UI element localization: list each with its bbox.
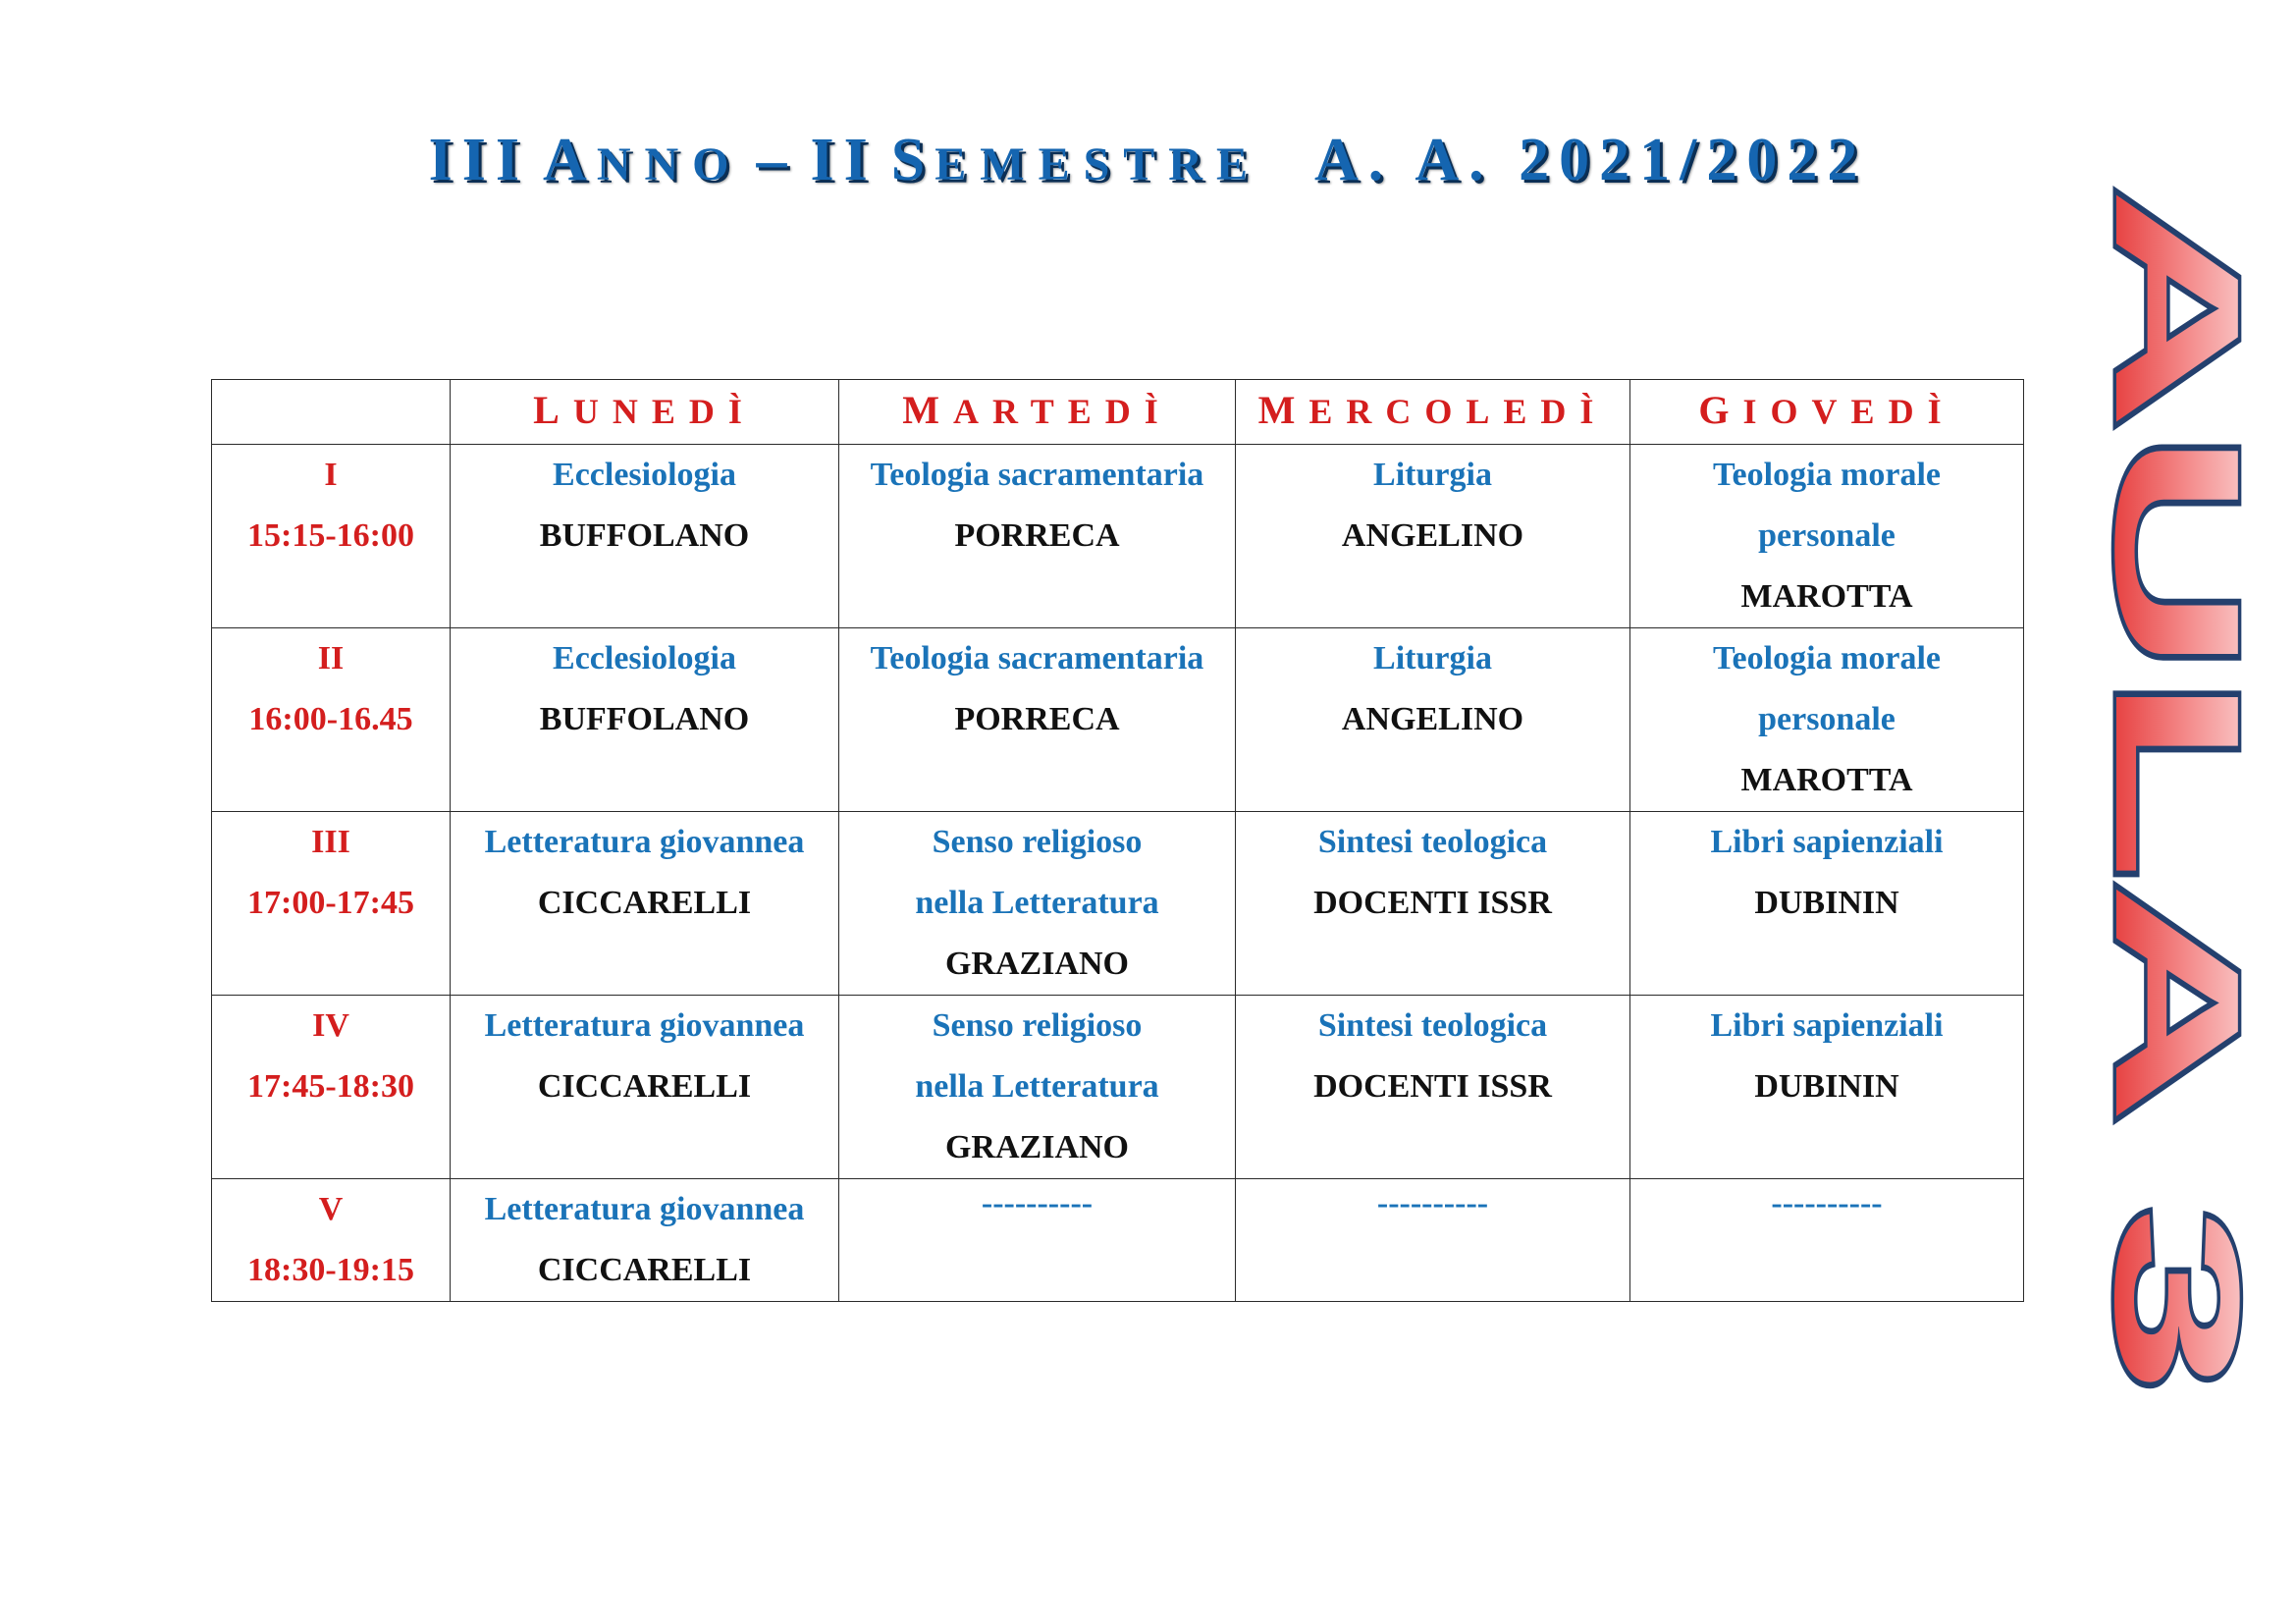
subject-name: Letteratura giovannea	[484, 1191, 805, 1227]
slot-time: 15:15-16:00	[247, 517, 414, 554]
lesson-cell	[451, 445, 839, 628]
time-slot-row	[212, 445, 2024, 628]
time-slot-cell	[212, 996, 451, 1179]
teacher-name: BUFFOLANO	[539, 701, 750, 737]
day-header-cell	[839, 380, 1236, 445]
teacher-name: BUFFOLANO	[539, 517, 750, 554]
teacher-name: PORRECA	[954, 701, 1120, 737]
time-slot-cell	[212, 445, 451, 628]
corner-cell	[212, 380, 451, 445]
time-slot-row	[212, 812, 2024, 996]
subject-name: nella Letteratura	[915, 885, 1159, 921]
teacher-name: MAROTTA	[1740, 578, 1913, 615]
subject-name: Letteratura giovannea	[484, 1007, 805, 1044]
title-anno-rest: NNO	[596, 138, 743, 190]
lesson-cell	[1236, 445, 1630, 628]
teacher-name: DOCENTI ISSR	[1313, 885, 1552, 921]
day-rest: ERCOLEDÌ	[1308, 392, 1608, 431]
lesson-cell	[1630, 996, 2024, 1179]
day-rest: UNEDÌ	[572, 392, 756, 431]
schedule-table	[211, 379, 2024, 1302]
subject-name: Teologia sacramentaria	[870, 457, 1204, 493]
slot-time: 17:00-17:45	[247, 885, 414, 921]
day-initial: M	[1257, 388, 1309, 432]
teacher-name: CICCARELLI	[537, 1252, 752, 1288]
teacher-name: DUBININ	[1754, 1068, 1899, 1105]
time-slot-cell	[212, 1179, 451, 1302]
subject-name: Teologia sacramentaria	[870, 640, 1204, 677]
lesson-cell	[451, 1179, 839, 1302]
time-slot-row	[212, 628, 2024, 812]
title-academic-year: A. A. 2021/2022	[1313, 127, 1868, 193]
slot-number: III	[311, 824, 350, 860]
teacher-name: ANGELINO	[1341, 517, 1524, 554]
title-semestre-rest: EMESTRE	[934, 138, 1261, 190]
room-label-text: AULA 3	[2078, 187, 2275, 819]
day-initial: G	[1698, 388, 1743, 432]
teacher-name: MAROTTA	[1740, 762, 1913, 798]
lesson-cell	[1236, 996, 1630, 1179]
subject-name: Libri sapienziali	[1710, 1007, 1944, 1044]
subject-name: Ecclesiologia	[553, 640, 736, 677]
teacher-name: GRAZIANO	[944, 946, 1130, 982]
subject-name: Liturgia	[1373, 457, 1492, 493]
slot-time: 18:30-19:15	[247, 1252, 414, 1288]
time-slot-row	[212, 1179, 2024, 1302]
schedule-body	[212, 380, 2024, 1302]
lesson-cell	[1236, 628, 1630, 812]
slot-number: I	[324, 457, 338, 493]
title-semestre-initial: S	[890, 127, 935, 193]
subject-name: Sintesi teologica	[1317, 1007, 1548, 1044]
lesson-cell	[451, 628, 839, 812]
teacher-name: CICCARELLI	[537, 885, 752, 921]
lesson-cell	[1236, 812, 1630, 996]
title-year-of-study: III	[428, 127, 530, 193]
day-name	[1698, 388, 1955, 432]
day-header-cell	[1236, 380, 1630, 445]
title-semester-number: II	[810, 127, 878, 193]
time-slot-row	[212, 996, 2024, 1179]
lesson-cell	[451, 996, 839, 1179]
teacher-name: DUBININ	[1754, 885, 1899, 921]
slot-number: IV	[312, 1007, 349, 1044]
lesson-cell	[1236, 1179, 1630, 1302]
day-header-cell	[1630, 380, 2024, 445]
day-name	[902, 388, 1172, 432]
teacher-name: ANGELINO	[1341, 701, 1524, 737]
day-header-row	[212, 380, 2024, 445]
teacher-name: DOCENTI ISSR	[1313, 1068, 1552, 1105]
title-dash: –	[756, 127, 797, 193]
subject-name: Liturgia	[1373, 640, 1492, 677]
room-label-aula-3	[2078, 187, 2275, 1394]
lesson-cell	[839, 1179, 1236, 1302]
slot-number: II	[317, 640, 345, 677]
teacher-name: GRAZIANO	[944, 1129, 1130, 1165]
lesson-cell	[839, 445, 1236, 628]
lesson-cell	[839, 812, 1236, 996]
day-name	[533, 388, 756, 432]
teacher-name: CICCARELLI	[537, 1068, 752, 1105]
time-slot-cell	[212, 812, 451, 996]
lesson-cell	[1630, 445, 2024, 628]
subject-name: Sintesi teologica	[1317, 824, 1548, 860]
subject-name: Letteratura giovannea	[484, 824, 805, 860]
lesson-cell	[451, 812, 839, 996]
day-name	[1257, 388, 1608, 432]
subject-name: personale	[1758, 517, 1896, 554]
empty-slot-marker: ----------	[1376, 1185, 1489, 1221]
slot-number: V	[318, 1191, 344, 1227]
teacher-name: PORRECA	[954, 517, 1120, 554]
slot-time: 17:45-18:30	[247, 1068, 414, 1105]
subject-name: Teologia morale	[1713, 640, 1941, 677]
subject-name: Senso religioso	[932, 824, 1143, 860]
lesson-cell	[1630, 812, 2024, 996]
empty-slot-marker: ----------	[981, 1185, 1094, 1221]
subject-name: Senso religioso	[932, 1007, 1143, 1044]
subject-name: Ecclesiologia	[553, 457, 736, 493]
subject-name: nella Letteratura	[915, 1068, 1159, 1105]
subject-name: personale	[1758, 701, 1896, 737]
page-title	[0, 126, 2296, 195]
day-rest: IOVEDÌ	[1742, 392, 1955, 431]
lesson-cell	[839, 628, 1236, 812]
day-header-cell	[451, 380, 839, 445]
subject-name: Libri sapienziali	[1710, 824, 1944, 860]
slot-time: 16:00-16.45	[248, 701, 413, 737]
lesson-cell	[839, 996, 1236, 1179]
subject-name: Teologia morale	[1713, 457, 1941, 493]
lesson-cell	[1630, 628, 2024, 812]
day-rest: ARTEDÌ	[953, 392, 1172, 431]
time-slot-cell	[212, 628, 451, 812]
lesson-cell	[1630, 1179, 2024, 1302]
title-anno-initial: A	[543, 127, 597, 193]
day-initial: L	[533, 388, 573, 432]
empty-slot-marker: ----------	[1771, 1185, 1883, 1221]
day-initial: M	[902, 388, 953, 432]
